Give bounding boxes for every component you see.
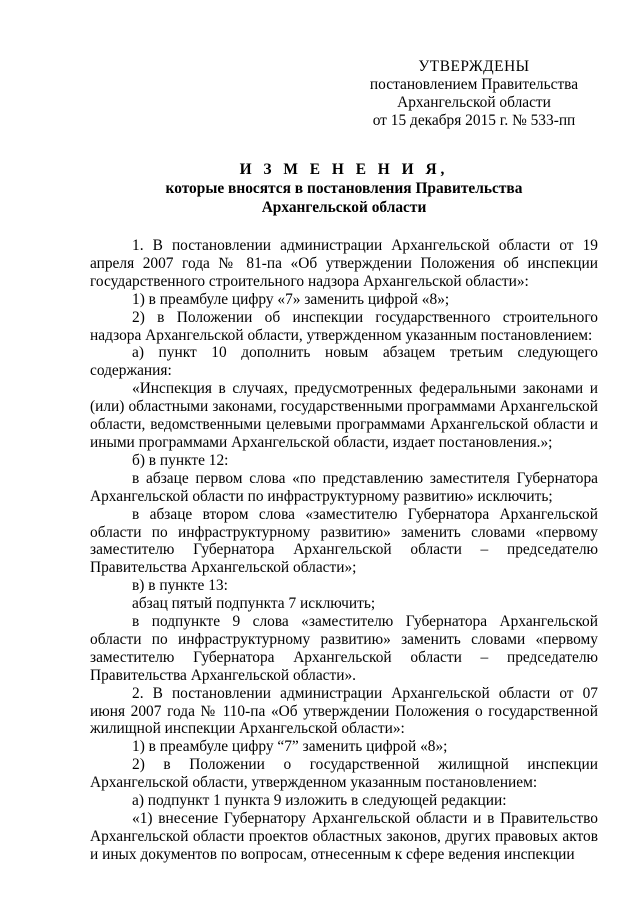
paragraph: в абзаце первом слова «по представлению заместителя Губернатора Архангельской области по инфраструктурному развитию» исключить; <box>90 469 598 505</box>
approval-line: постановлением Правительства <box>369 76 579 93</box>
paragraph: 2) в Положении о государственной жилищной инспекции Архангельской области, утвержденном указанным постановлением: <box>90 756 598 792</box>
document-body <box>90 237 598 864</box>
title-subline: которые вносятся в постановления Правительства <box>165 180 523 197</box>
paragraph: 1. В постановлении администрации Архангельской области от 19 апреля 2007 года № 81-па «Об утверждении Положения об инспекции государственного строительного надзора Архангельской области»: <box>90 237 598 290</box>
paragraph: 1) в преамбуле цифру “7” заменить цифрой «8»; <box>132 738 448 756</box>
approval-date-line: от 15 декабря 2015 г. № 533-пп <box>372 112 576 129</box>
title-heading: И З М Е Н Е Н И Я, <box>239 161 449 178</box>
paragraph: а) подпункт 1 пункта 9 изложить в следующей редакции: <box>132 792 507 810</box>
title-subline: Архангельской области <box>261 199 427 216</box>
paragraph: 2) в Положении об инспекции государственного строительного надзора Архангельской области, утвержденном указанным постановлением: <box>90 308 598 344</box>
paragraph: в подпункте 9 слова «заместителю Губернатора Архангельской области по инфраструктурному развитию» заменить словами «первому заместителю Губернатора Архангельской области – председателю Правительства Архангельской области». <box>90 613 598 684</box>
paragraph: в абзаце втором слова «заместителю Губернатора Архангельской области по инфраструктурному развитию» заменить словами «первому заместителю Губернатора Архангельской области – председателю Правительства Архангельской области»; <box>90 505 598 577</box>
paragraph: абзац пятый подпункта 7 исключить; <box>132 595 376 613</box>
paragraph: а) пункт 10 дополнить новым абзацем третьим следующего содержания: <box>90 344 598 380</box>
approval-stamp <box>358 58 590 130</box>
paragraph: «Инспекция в случаях, предусмотренных федеральными законами и (или) областными законами, государственными программами Архангельской области, ведомственными целевыми программами Архангельской области и иными программами Архангельской области, издает постановления.»; <box>90 380 598 451</box>
paragraph: в) в пункте 13: <box>132 577 228 595</box>
approval-heading: УТВЕРЖДЕНЫ <box>418 58 530 75</box>
approval-line: Архангельской области <box>397 94 551 111</box>
paragraph: б) в пункте 12: <box>132 451 229 469</box>
paragraph: «1) внесение Губернатору Архангельской области и в Правительство Архангельской области проектов областных законов, других правовых актов и иных документов по вопросам, отнесенным к сфере ведения инспекции <box>90 810 598 863</box>
paragraph: 1) в преамбуле цифру «7» заменить цифрой «8»; <box>132 290 450 308</box>
paragraph: 2. В постановлении администрации Архангельской области от 07 июня 2007 года № 110-па «Об утверждении Положения о государственной жилищной инспекции Архангельской области»: <box>90 684 598 738</box>
document-title <box>90 160 598 217</box>
